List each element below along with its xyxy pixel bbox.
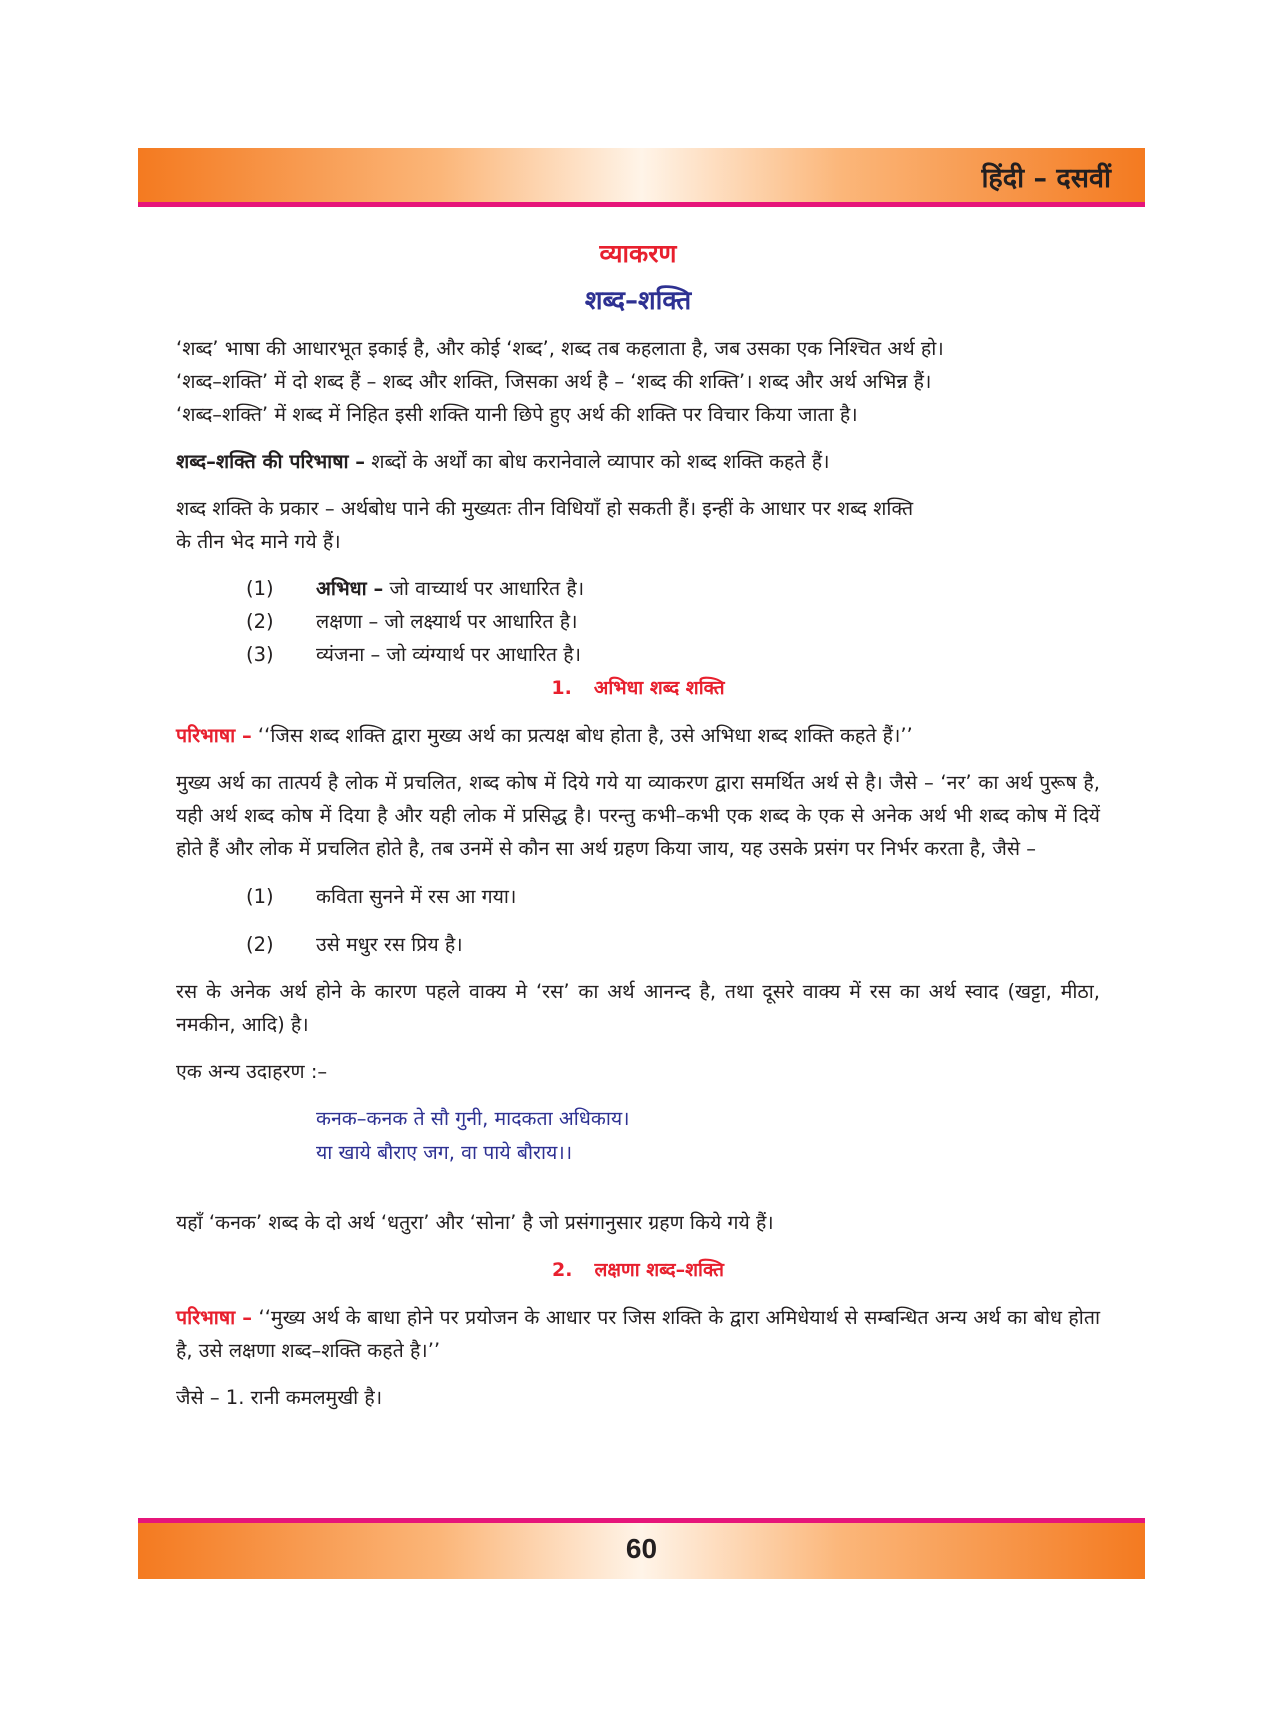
lakshana-definition [176, 1301, 1100, 1367]
definition-text: शब्दों के अर्थों का बोध करानेवाले व्यापार को शब्द शक्ति कहते हैं। [365, 450, 830, 473]
poem-block [316, 1102, 1100, 1170]
example-text: उसे मधुर रस प्रिय है। [316, 933, 463, 956]
section-heading-lakshana [176, 1253, 1100, 1287]
list-item-number: (3) [246, 643, 274, 666]
header-band [138, 148, 1145, 207]
section-title: अभिधा शब्द शक्ति [593, 677, 725, 699]
list-item-number: (1) [246, 885, 274, 908]
list-item [246, 572, 1100, 605]
definition-text: ‘‘मुख्य अर्थ के बाधा होने पर प्रयोजन के आधार पर जिस शक्ति के द्वारा अमिधेयार्थ से सम्बन्धित अन्य अर्थ का बोध होता है, उसे लक्षणा शब्द–शक्ति कहते है।’’ [176, 1306, 1100, 1362]
header-title: हिंदी – दसवीं [981, 163, 1111, 194]
list-item [246, 879, 1100, 915]
intro-paragraph [176, 332, 1100, 431]
abhidha-paragraph-2: रस के अनेक अर्थ होने के कारण पहले वाक्य मे ‘रस’ का अर्थ आनन्द है, तथा दूसरे वाक्य में रस का अर्थ स्वाद (खट्टा, मीठा, नमकीन, आदि) है। [176, 980, 1100, 1036]
abhidha-paragraph-3: यहाँ ‘कनक’ शब्द के दो अर्थ ‘धतुरा’ और ‘सोना’ है जो प्रसंगानुसार ग्रहण किये गये हैं। [176, 1211, 774, 1234]
types-intro-paragraph [176, 492, 1100, 558]
list-item-number: (2) [246, 610, 274, 633]
list-item [246, 638, 1100, 671]
abhidha-definition [176, 719, 1100, 752]
section-number: 1. [551, 677, 572, 699]
intro-line-2: ‘शब्द–शक्ति’ में दो शब्द हैं – शब्द और शक्ति, जिसका अर्थ है – ‘शब्द की शक्ति’। शब्द और अर्थ अभिन्न हैं। [176, 370, 932, 393]
types-intro-line-1: शब्द शक्ति के प्रकार – अर्थबोध पाने की मुख्यतः तीन विधियाँ हो सकती हैं। इन्हीं के आधार पर शब्द शक्ति [176, 497, 914, 520]
type-text: जो लक्ष्यार्थ पर आधारित है। [378, 610, 578, 633]
page-subtitle: शब्द–शक्ति [584, 286, 692, 316]
section-title: लक्षणा शब्द–शक्ति [594, 1259, 724, 1281]
list-item [246, 927, 1100, 963]
types-intro-line-2: के तीन भेद माने गये हैं। [176, 530, 341, 553]
type-name: व्यंजना – [316, 643, 381, 666]
definition-label: परिभाषा – [176, 1306, 253, 1329]
section-heading-abhidha [176, 671, 1100, 705]
intro-line-1: ‘शब्द’ भाषा की आधारभूत इकाई है, और कोई ‘शब्द’, शब्द तब कहलाता है, जब उसका एक निश्चित अर्थ हो। [176, 337, 944, 360]
definition-paragraph [176, 445, 1100, 478]
definition-label: शब्द–शक्ति की परिभाषा – [176, 450, 366, 473]
page-title: व्याकरण [599, 239, 677, 268]
list-item-number: (1) [246, 577, 274, 600]
lakshana-example: जैसे – 1. रानी कमलमुखी है। [176, 1386, 383, 1409]
type-name: अभिधा – [316, 577, 384, 600]
page-content [176, 232, 1100, 1428]
type-text: जो वाच्यार्थ पर आधारित है। [383, 577, 585, 600]
abhidha-paragraph-1: मुख्य अर्थ का तात्पर्य है लोक में प्रचलित, शब्द कोष में दिये गये या व्याकरण द्वारा समर्थित अर्थ से है। जैसे – ‘नर’ का अर्थ पुरूष है, यही अर्थ शब्द कोष में दिया है और यही लोक में प्रसिद्ध है। परन्तु कभी–कभी एक शब्द के एक से अनेक अर्थ भी शब्द कोष में दियें होते हैं और लोक में प्रचलित होते है, तब उनमें से कौन सा अर्थ ग्रहण किया जाय, यह उसके प्रसंग पर निर्भर करता है, जैसे – [176, 771, 1100, 860]
page-number: 60 [625, 1533, 658, 1564]
definition-text: ‘‘जिस शब्द शक्ति द्वारा मुख्य अर्थ का प्रत्यक्ष बोध होता है, उसे अभिधा शब्द शक्ति कहते हैं।’’ [251, 724, 913, 747]
examples-list [246, 879, 1100, 963]
section-number: 2. [552, 1259, 573, 1281]
list-item [246, 605, 1100, 638]
intro-line-3: ‘शब्द–शक्ति’ में शब्द में निहित इसी शक्ति यानी छिपे हुए अर्थ की शक्ति पर विचार किया जाता है। [176, 403, 858, 426]
types-list [246, 572, 1100, 671]
type-text: जो व्यंग्यार्थ पर आधारित है। [380, 643, 581, 666]
list-item-number: (2) [246, 933, 274, 956]
another-example-label: एक अन्य उदाहरण :– [176, 1060, 328, 1083]
footer-band [138, 1518, 1145, 1579]
poem-line-2: या खाये बौराए जग, वा पाये बौराय।। [316, 1141, 573, 1164]
example-text: कविता सुनने में रस आ गया। [316, 885, 517, 908]
type-name: लक्षणा – [316, 610, 379, 633]
poem-line-1: कनक–कनक ते सौ गुनी, मादकता अधिकाय। [316, 1107, 630, 1130]
definition-label: परिभाषा – [176, 724, 252, 747]
